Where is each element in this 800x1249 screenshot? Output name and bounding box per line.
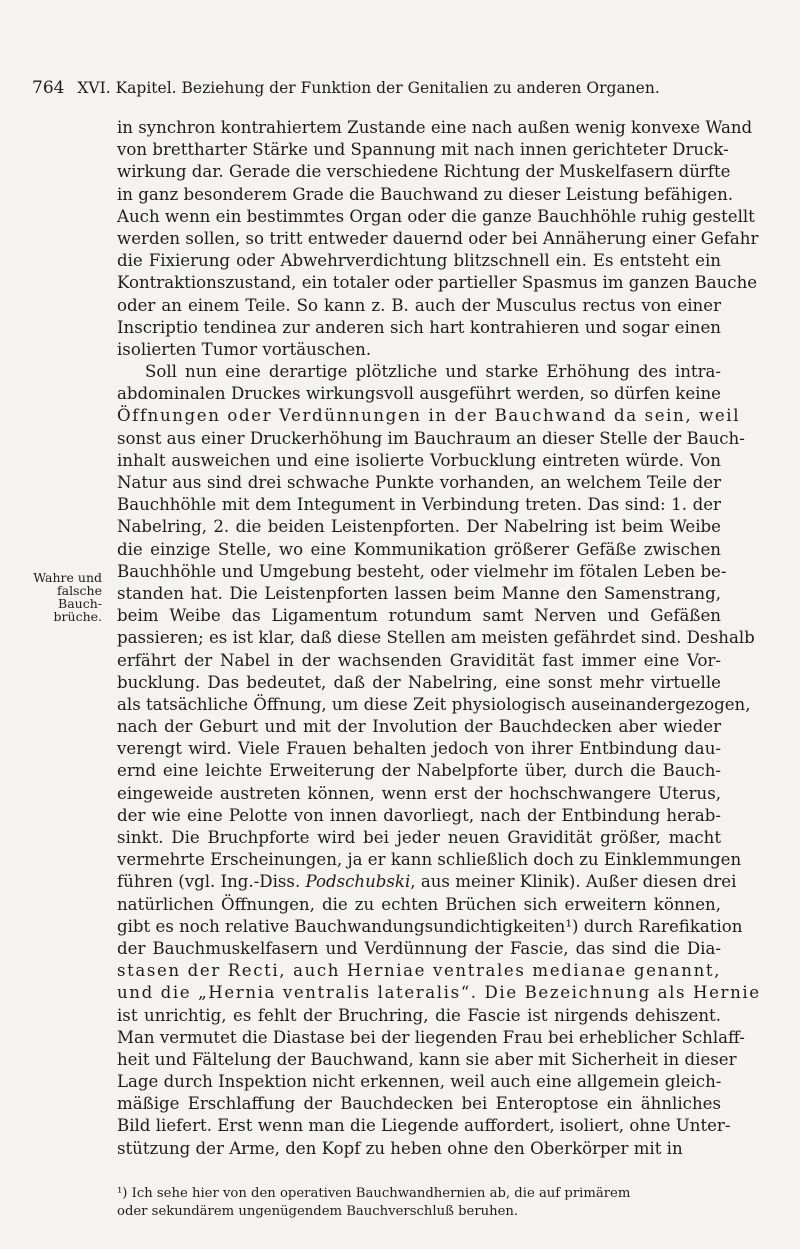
text-line: nach der Geburt und mit der Involution der Bauchdecken aber wieder — [117, 717, 721, 737]
text-line: abdominalen Druckes wirkungsvoll ausgeführt werden, so dürfen keine — [117, 384, 721, 404]
footnote-line: oder sekundärem ungenügendem Bauchverschluß beruhen. — [117, 1204, 519, 1219]
margin-note-line: falsche Bauch- — [57, 583, 102, 611]
text-line: der Bauchmuskelfasern und Verdünnung der Fascie, das sind die Dia- — [117, 938, 721, 958]
text-line: wirkung dar. Gerade die verschiedene Richtung der Muskelfasern dürfte — [117, 162, 731, 182]
text-line: Lage durch Inspektion nicht erkennen, weil auch eine allgemein gleich- — [117, 1072, 722, 1092]
text-line: von brettharter Stärke und Spannung mit nach innen gerichteter Druck- — [117, 140, 729, 160]
margin-note-line: Wahre und — [33, 570, 102, 585]
text-line: verengt wird. Viele Frauen behalten jedoch von ihrer Entbindung dau- — [117, 739, 721, 759]
page-number: 764 — [32, 78, 65, 98]
text-line: Bauchhöhle mit dem Integument in Verbindung treten. Das sind: 1. der — [117, 495, 721, 515]
margin-note — [30, 571, 102, 623]
text-line: die einzige Stelle, wo eine Kommunikation größerer Gefäße zwischen — [117, 539, 721, 559]
text-line: Kontraktionszustand, ein totaler oder partieller Spasmus im ganzen Bauche — [117, 273, 758, 293]
text-line: natürlichen Öffnungen, die zu echten Brüchen sich erweitern können, — [117, 894, 721, 914]
footnote-line: ¹) Ich sehe hier von den operativen Bauchwandhernien ab, die auf primärem — [117, 1186, 631, 1201]
text-line: passieren; es ist klar, daß diese Stellen am meisten gefährdet sind. Deshalb — [117, 628, 755, 648]
text-line: Man vermutet die Diastase bei der liegenden Frau bei erheblicher Schlaff- — [117, 1027, 745, 1047]
text-line: sonst aus einer Druckerhöhung im Bauchraum an dieser Stelle der Bauch- — [117, 428, 745, 448]
text-line: sinkt. Die Bruchpforte wird bei jeder neuen Gravidität größer, macht — [117, 828, 721, 847]
margin-note-line: brüche. — [53, 609, 102, 624]
text-line: vermehrte Erscheinungen, ja er kann schließlich doch zu Einklemmungen — [117, 850, 742, 870]
text-line: Inscriptio tendinea zur anderen sich hart kontrahieren und sogar einen — [117, 317, 721, 337]
text-line: Öffnungen oder Verdünnungen in der Bauchwand da sein, weil — [117, 406, 741, 426]
text-line: stasen der Recti, auch Herniae ventrales medianae genannt, — [117, 961, 721, 981]
text-line: Auch wenn ein bestimmtes Organ oder die ganze Bauchhöhle ruhig gestellt — [117, 206, 755, 226]
text-line: ernd eine leichte Erweiterung der Nabelpforte über, durch die Bauch- — [117, 761, 721, 781]
footnote — [117, 1185, 721, 1221]
text-line: in synchron kontrahiertem Zustande eine nach außen wenig konvexe Wand — [117, 118, 753, 137]
running-header — [32, 78, 752, 98]
text-line: und die „Hernia ventralis lateralis“. Die Bezeichnung als Hernie — [117, 983, 761, 1003]
text-line: der wie eine Pelotte von innen davorliegt, nach der Entbindung herab- — [117, 805, 721, 825]
running-title: XVI. Kapitel. Beziehung der Funktion der Genitalien zu anderen Organen. — [77, 79, 660, 97]
body-text — [117, 117, 761, 1160]
text-line: stützung der Arme, den Kopf zu heben ohne den Oberkörper mit in — [117, 1138, 683, 1158]
text-line: bucklung. Das bedeutet, daß der Nabelring, eine sonst mehr virtuelle — [117, 672, 721, 692]
text-line: gibt es noch relative Bauchwandungsundichtigkeiten¹) durch Rarefikation — [117, 916, 743, 936]
text-line: die Fixierung oder Abwehrverdichtung blitzschnell ein. Es entsteht ein — [117, 251, 721, 271]
text-line: führen (vgl. Ing.-Diss. Podschubski, aus meiner Klinik). Außer diesen drei — [117, 872, 737, 892]
text-line: Soll nun eine derartige plötzliche und starke Erhöhung des intra- — [145, 362, 721, 382]
text-line: Nabelring, 2. die beiden Leistenpforten. Der Nabelring ist beim Weibe — [117, 517, 721, 537]
text-line: oder an einem Teile. So kann z. B. auch der Musculus rectus von einer — [117, 295, 721, 315]
text-line: Bild liefert. Erst wenn man die Liegende auffordert, isoliert, ohne Unter- — [117, 1116, 731, 1136]
text-line: werden sollen, so tritt entweder dauernd oder bei Annäherung einer Gefahr — [117, 228, 759, 248]
text-line: eingeweide austreten können, wenn erst der hochschwangere Uterus, — [117, 783, 721, 803]
text-line: heit und Fältelung der Bauchwand, kann sie aber mit Sicherheit in dieser — [117, 1049, 737, 1069]
text-line: als tatsächliche Öffnung, um diese Zeit physiologisch auseinandergezogen, — [117, 694, 751, 714]
text-line: mäßige Erschlaffung der Bauchdecken bei Enteroptose ein ähnliches — [117, 1094, 721, 1114]
text-line: beim Weibe das Ligamentum rotundum samt Nerven und Gefäßen — [117, 606, 721, 626]
text-line: Bauchhöhle und Umgebung besteht, oder vielmehr im fötalen Leben be- — [117, 561, 727, 581]
text-line: standen hat. Die Leistenpforten lassen beim Manne den Samenstrang, — [117, 583, 721, 603]
text-line: erfährt der Nabel in der wachsenden Gravidität fast immer eine Vor- — [117, 650, 721, 670]
text-line: isolierten Tumor vortäuschen. — [117, 339, 372, 359]
text-line: in ganz besonderem Grade die Bauchwand zu dieser Leistung befähigen. — [117, 184, 734, 204]
text-line: inhalt ausweichen und eine isolierte Vorbucklung eintreten würde. Von — [117, 450, 721, 470]
author-name: Podschubski — [305, 872, 411, 892]
text-line: ist unrichtig, es fehlt der Bruchring, die Fascie ist nirgends dehiszent. — [117, 1005, 721, 1025]
text-line: Natur aus sind drei schwache Punkte vorhanden, an welchem Teile der — [117, 473, 721, 492]
